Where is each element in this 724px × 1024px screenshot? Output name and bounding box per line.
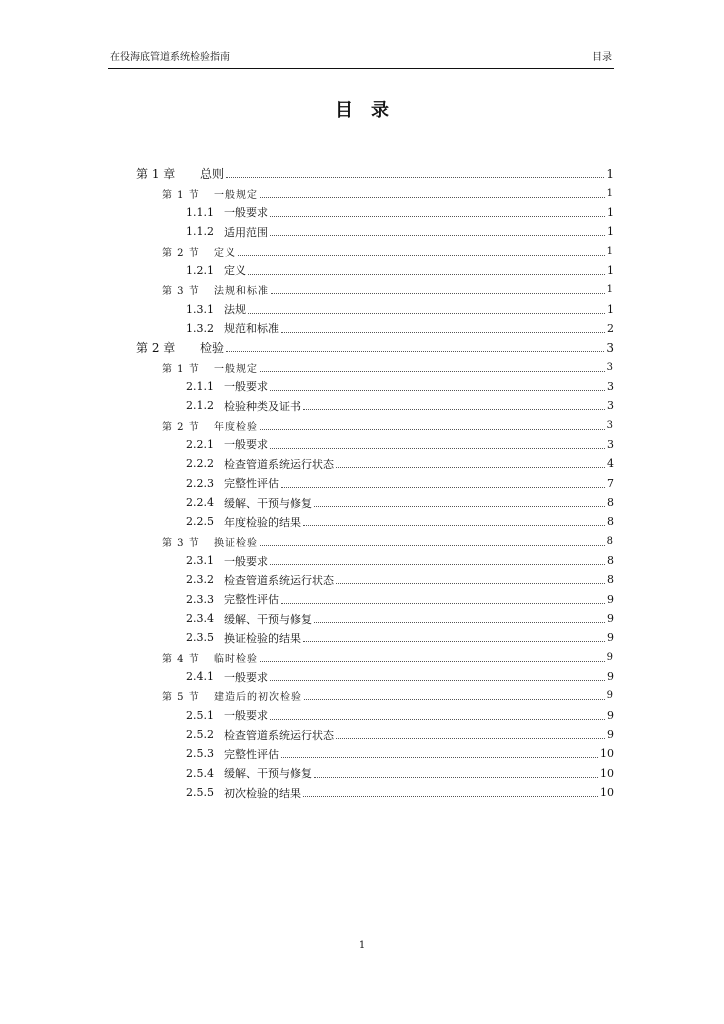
toc-dot-leader xyxy=(248,313,605,314)
toc-entry-label xyxy=(186,669,268,685)
toc-dot-leader xyxy=(270,390,605,391)
toc-entry[interactable] xyxy=(136,435,614,454)
toc-entry-label xyxy=(136,165,224,182)
toc-entry-page: 7 xyxy=(607,476,614,490)
toc-entry-title: 初次检验的结果 xyxy=(224,786,301,800)
toc-entry-title: 总则 xyxy=(200,167,225,182)
toc-entry-page: 1 xyxy=(607,263,614,277)
toc-dot-leader xyxy=(270,448,605,449)
toc-entry-number: 第 4 节 xyxy=(162,653,200,665)
toc-entry-title: 定义 xyxy=(224,264,246,278)
toc-entry-label xyxy=(186,495,312,511)
toc-entry-number: 2.5.4 xyxy=(186,766,214,780)
toc-entry-number: 2.3.4 xyxy=(186,612,214,626)
running-header xyxy=(108,50,614,69)
toc-entry-number: 2.1.2 xyxy=(186,399,214,413)
toc-dot-leader xyxy=(303,409,605,410)
toc-dot-leader xyxy=(281,603,605,604)
toc-entry-title: 完整性评估 xyxy=(224,477,279,491)
toc-entry[interactable] xyxy=(136,744,614,763)
toc-entry-number: 1.2.1 xyxy=(186,263,214,277)
toc-entry-label xyxy=(162,418,258,433)
toc-entry-title: 检验种类及证书 xyxy=(224,399,301,413)
header-section-name: 目录 xyxy=(592,52,612,63)
toc-entry-page: 3 xyxy=(606,340,614,355)
toc-dot-leader xyxy=(226,177,604,178)
page-title: 目录 xyxy=(335,100,407,121)
toc-entry-title: 年度检验 xyxy=(214,421,258,433)
toc-entry-title: 一般要求 xyxy=(224,554,268,568)
toc-entry-number: 第 1 节 xyxy=(162,363,200,375)
toc-entry-title: 换证检验的结果 xyxy=(224,631,301,645)
toc-entry-page: 3 xyxy=(607,437,614,451)
toc-entry-number: 2.4.1 xyxy=(186,670,214,684)
toc-entry[interactable] xyxy=(136,493,614,512)
toc-entry-label xyxy=(186,765,312,781)
toc-entry-label xyxy=(186,301,246,317)
toc-entry[interactable] xyxy=(136,203,614,222)
toc-dot-leader xyxy=(248,274,605,275)
page-number: 1 xyxy=(358,940,366,951)
toc-entry-number: 1.3.1 xyxy=(186,302,214,316)
toc-entry-label xyxy=(186,456,334,472)
toc-entry[interactable] xyxy=(136,725,614,744)
toc-entry-label xyxy=(186,436,268,452)
toc-entry[interactable] xyxy=(136,764,614,783)
toc-entry-label xyxy=(162,244,236,259)
toc-entry-title: 建造后的初次检验 xyxy=(214,692,302,704)
toc-entry-label xyxy=(186,727,334,743)
toc-entry[interactable] xyxy=(136,783,614,802)
toc-entry-label xyxy=(162,650,258,665)
toc-entry-label xyxy=(186,785,301,801)
toc-entry-number: 2.5.1 xyxy=(186,708,214,722)
toc-entry-page: 1 xyxy=(607,302,614,316)
toc-entry[interactable] xyxy=(136,319,614,338)
toc-entry-label xyxy=(162,360,258,375)
toc-entry-title: 定义 xyxy=(214,247,236,259)
toc-dot-leader xyxy=(304,699,605,700)
toc-dot-leader xyxy=(270,719,605,720)
toc-entry-page: 1 xyxy=(607,205,614,219)
toc-dot-leader xyxy=(336,467,605,468)
toc-dot-leader xyxy=(314,777,598,778)
toc-dot-leader xyxy=(260,429,605,430)
toc-entry-number: 2.5.5 xyxy=(186,786,214,800)
toc-entry-title: 临时检验 xyxy=(214,653,258,665)
toc-entry[interactable] xyxy=(136,512,614,531)
toc-entry-page: 3 xyxy=(606,361,614,373)
toc-entry-page: 1 xyxy=(606,166,614,181)
toc-entry-title: 一般要求 xyxy=(224,438,268,452)
toc-entry-number: 2.2.5 xyxy=(186,515,214,529)
toc-entry-number: 第 3 节 xyxy=(162,286,200,298)
toc-entry-title: 检查管道系统运行状态 xyxy=(224,457,334,471)
toc-entry[interactable] xyxy=(136,648,614,667)
toc-entry-page: 9 xyxy=(607,728,614,742)
toc-entry-label xyxy=(162,186,258,201)
toc-entry-page: 9 xyxy=(607,708,614,722)
toc-entry[interactable] xyxy=(136,551,614,570)
toc-entry-page: 8 xyxy=(607,515,614,529)
toc-entry-number: 第 2 节 xyxy=(162,421,200,433)
toc-entry[interactable] xyxy=(136,454,614,473)
toc-entry-page: 1 xyxy=(606,187,614,199)
toc-dot-leader xyxy=(260,545,605,546)
toc-dot-leader xyxy=(270,564,605,565)
toc-entry-number: 1.3.2 xyxy=(186,321,214,335)
toc-dot-leader xyxy=(281,487,605,488)
toc-entry-title: 缓解、干预与修复 xyxy=(224,767,312,781)
toc-entry-title: 法规 xyxy=(224,303,246,317)
toc-entry-number: 2.2.1 xyxy=(186,437,214,451)
toc-entry-page: 8 xyxy=(607,573,614,587)
toc-dot-leader xyxy=(270,216,605,217)
toc-entry[interactable] xyxy=(136,280,614,299)
toc-entry-label xyxy=(162,688,302,703)
toc-entry-page: 1 xyxy=(606,245,614,257)
toc-entry-title: 检查管道系统运行状态 xyxy=(224,573,334,587)
toc-entry-page: 4 xyxy=(607,457,614,471)
toc-entry[interactable] xyxy=(136,667,614,686)
toc-entry-page: 1 xyxy=(606,284,614,296)
toc-dot-leader xyxy=(336,738,605,739)
toc-entry-number: 2.5.2 xyxy=(186,728,214,742)
toc-entry[interactable] xyxy=(136,706,614,725)
toc-entry[interactable] xyxy=(136,357,614,376)
toc-entry-page: 9 xyxy=(606,690,614,702)
toc-entry-label xyxy=(186,611,312,627)
toc-entry-label xyxy=(186,320,279,336)
toc-entry[interactable] xyxy=(136,396,614,415)
toc-entry-page: 8 xyxy=(606,535,614,547)
toc-entry[interactable] xyxy=(136,590,614,609)
toc-entry-number: 第 1 节 xyxy=(162,189,200,201)
toc-dot-leader xyxy=(314,622,605,623)
toc-entry[interactable] xyxy=(136,609,614,628)
toc-entry-title: 一般要求 xyxy=(224,709,268,723)
toc-entry-number: 2.3.3 xyxy=(186,592,214,606)
toc-entry[interactable] xyxy=(136,686,614,705)
toc-entry[interactable] xyxy=(136,164,614,183)
toc-entry-title: 规范和标准 xyxy=(224,322,279,336)
toc-dot-leader xyxy=(270,235,605,236)
toc-entry[interactable] xyxy=(136,474,614,493)
toc-entry-label xyxy=(162,282,269,297)
toc-entry-title: 完整性评估 xyxy=(224,747,279,761)
toc-dot-leader xyxy=(303,641,605,642)
toc-entry-number: 2.3.5 xyxy=(186,631,214,645)
toc-dot-leader xyxy=(270,680,605,681)
toc-entry-page: 9 xyxy=(607,612,614,626)
toc-entry[interactable] xyxy=(136,261,614,280)
toc-entry-label xyxy=(186,630,301,646)
toc-entry-number: 1.1.2 xyxy=(186,225,214,239)
toc-dot-leader xyxy=(281,757,598,758)
toc-entry[interactable] xyxy=(136,299,614,318)
toc-entry-number: 第 5 节 xyxy=(162,692,200,704)
toc-entry-number: 2.3.2 xyxy=(186,573,214,587)
toc-entry-title: 一般要求 xyxy=(224,670,268,684)
toc-entry-number: 2.3.1 xyxy=(186,554,214,568)
toc-dot-leader xyxy=(303,525,605,526)
toc-entry[interactable] xyxy=(136,415,614,434)
toc-entry-page: 3 xyxy=(607,399,614,413)
toc-entry-title: 年度检验的结果 xyxy=(224,515,301,529)
toc-entry-label xyxy=(186,572,334,588)
toc-entry-number: 1.1.1 xyxy=(186,205,214,219)
toc-entry-number: 第 3 节 xyxy=(162,537,200,549)
toc-dot-leader xyxy=(238,255,605,256)
table-of-contents xyxy=(136,164,614,802)
toc-entry-title: 一般要求 xyxy=(224,380,268,394)
toc-dot-leader xyxy=(260,371,605,372)
toc-dot-leader xyxy=(260,197,605,198)
toc-entry-label xyxy=(162,534,258,549)
toc-entry-label xyxy=(186,398,301,414)
toc-entry-label xyxy=(186,262,246,278)
toc-entry-page: 10 xyxy=(600,766,614,780)
toc-entry-number: 2.5.3 xyxy=(186,747,214,761)
toc-entry-number: 2.2.4 xyxy=(186,496,214,510)
toc-entry-page: 9 xyxy=(606,651,614,663)
toc-entry[interactable] xyxy=(136,532,614,551)
toc-entry-title: 法规和标准 xyxy=(214,286,269,298)
toc-entry[interactable] xyxy=(136,377,614,396)
toc-entry-page: 10 xyxy=(600,786,614,800)
toc-entry-number: 第 2 章 xyxy=(136,341,176,356)
toc-entry-label xyxy=(186,514,301,530)
toc-dot-leader xyxy=(226,351,604,352)
toc-dot-leader xyxy=(303,796,598,797)
toc-entry-page: 2 xyxy=(607,321,614,335)
toc-entry-title: 缓解、干预与修复 xyxy=(224,612,312,626)
toc-entry-page: 9 xyxy=(607,670,614,684)
toc-entry-label xyxy=(186,224,268,240)
toc-entry-label xyxy=(186,707,268,723)
toc-entry-title: 缓解、干预与修复 xyxy=(224,496,312,510)
toc-entry-title: 检验 xyxy=(200,341,225,356)
toc-entry-page: 8 xyxy=(607,496,614,510)
toc-entry-label xyxy=(186,475,279,491)
toc-entry[interactable] xyxy=(136,241,614,260)
toc-entry-label xyxy=(186,204,268,220)
toc-entry[interactable] xyxy=(136,183,614,202)
toc-entry-label xyxy=(186,378,268,394)
toc-entry-page: 3 xyxy=(607,379,614,393)
toc-entry-title: 换证检验 xyxy=(214,537,258,549)
header-document-title: 在役海底管道系统检验指南 xyxy=(110,52,230,63)
toc-entry-label xyxy=(186,553,268,569)
toc-entry-page: 9 xyxy=(607,592,614,606)
toc-entry-page: 3 xyxy=(606,419,614,431)
toc-entry[interactable] xyxy=(136,570,614,589)
toc-entry[interactable] xyxy=(136,338,614,357)
toc-entry-label xyxy=(186,746,279,762)
toc-entry-page: 8 xyxy=(607,554,614,568)
toc-entry-title: 适用范围 xyxy=(224,225,268,239)
toc-entry-number: 2.1.1 xyxy=(186,379,214,393)
toc-dot-leader xyxy=(271,293,605,294)
toc-entry-page: 9 xyxy=(607,631,614,645)
toc-entry-title: 一般要求 xyxy=(224,206,268,220)
toc-entry-label xyxy=(136,339,224,356)
toc-entry-title: 完整性评估 xyxy=(224,593,279,607)
toc-entry-number: 第 2 节 xyxy=(162,247,200,259)
toc-entry-label xyxy=(186,591,279,607)
toc-entry-page: 10 xyxy=(600,747,614,761)
toc-dot-leader xyxy=(314,506,605,507)
toc-entry[interactable] xyxy=(136,628,614,647)
toc-entry-title: 一般规定 xyxy=(214,189,258,201)
toc-entry-title: 检查管道系统运行状态 xyxy=(224,728,334,742)
toc-entry-title: 一般规定 xyxy=(214,363,258,375)
toc-dot-leader xyxy=(281,332,605,333)
toc-entry-page: 1 xyxy=(607,225,614,239)
toc-entry-number: 2.2.3 xyxy=(186,476,214,490)
toc-entry[interactable] xyxy=(136,222,614,241)
toc-dot-leader xyxy=(260,661,605,662)
toc-entry-number: 第 1 章 xyxy=(136,167,176,182)
toc-dot-leader xyxy=(336,583,605,584)
toc-entry-number: 2.2.2 xyxy=(186,457,214,471)
